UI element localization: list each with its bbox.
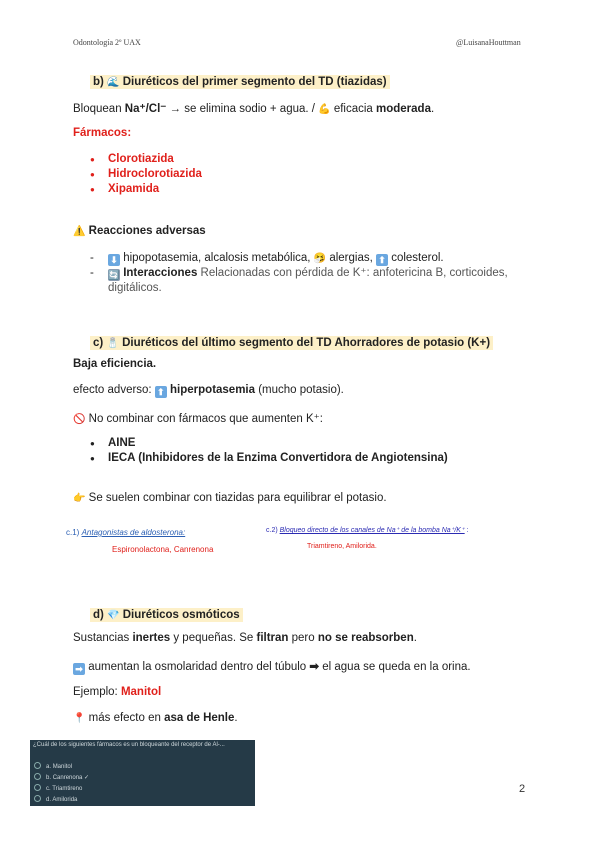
osmoticos-example: Ejemplo: Manitol: [73, 686, 162, 698]
no-combinar: 🚫 No combinar con fármacos que aumenten K⁺:: [73, 413, 323, 425]
warning-icon: ⚠️: [73, 226, 86, 237]
c1-link[interactable]: Antagonistas de aldosterona:: [81, 528, 186, 537]
tiazidas-mechanism: Bloquean Na⁺/Cl⁻ → se elimina sodio + agua. / 💪 eficacia moderada.: [73, 103, 435, 115]
list-item: ● Xipamida: [90, 183, 202, 198]
osmoticos-henle: 📍 más efecto en asa de Henle.: [73, 712, 238, 724]
list-item: - 🔄 Interacciones Relacionadas con pérdida de K⁺: anfotericina B, corticoides, digitálicos.: [90, 266, 530, 296]
section-b-heading: b) 🌊 Diuréticos del primer segmento del TD (tiazidas): [90, 72, 390, 90]
list-item: ● Hidroclorotiazida: [90, 168, 202, 183]
quiz-question: ¿Cuál de los siguientes fármacos es un bloqueante del receptor de Al-...: [33, 742, 225, 748]
list-item: - ⬇ hipopotasemia, alcalosis metabólica, 🤧 alergias, ⬆ colesterol.: [90, 251, 530, 266]
c2-subsection: c.2) Bloqueo directo de los canales de Na⁺ de la bomba Na⁺/K⁺ :: [266, 527, 469, 534]
list-item: ● IECA (Inhibidores de la Enzima Convertidora de Angiotensina): [90, 452, 448, 467]
adverse-heading: ⚠️ Reacciones adversas: [73, 225, 206, 237]
sneeze-icon: 🤧: [313, 253, 327, 264]
section-d-heading: d) 💎 Diuréticos osmóticos: [90, 605, 243, 623]
tiazidas-drug-list: [90, 153, 202, 198]
header-left: Odontología 2º UAX: [73, 38, 141, 47]
c2-drugs: Triamtireno, Amilorida.: [307, 543, 377, 550]
prohibited-icon: 🚫: [73, 414, 86, 425]
quiz-option[interactable]: c. Triamtireno: [34, 784, 82, 792]
c1-subsection: c.1) Antagonistas de aldosterona:: [66, 528, 186, 537]
arrow-up-icon: ⬆: [155, 386, 167, 398]
list-item: ● Clorotiazida: [90, 153, 202, 168]
c1-drugs: Espironolactona, Canrenona: [112, 545, 214, 554]
no-combinar-list: [90, 437, 448, 467]
muscle-icon: 💪: [318, 104, 331, 115]
gem-icon: 💎: [107, 610, 120, 621]
section-c-heading: c) 🧂 Diuréticos del último segmento del TD Ahorradores de potasio (K+): [90, 333, 493, 351]
quiz-option[interactable]: d. Amilorida: [34, 795, 77, 803]
combine-note: 👉 Se suelen combinar con tiazidas para equilibrar el potasio.: [73, 492, 387, 504]
adverse-list: [90, 251, 530, 296]
salt-icon: 🧂: [106, 338, 119, 349]
quiz-screenshot: [30, 740, 255, 806]
list-item: ● AINE: [90, 437, 448, 452]
c2-link[interactable]: Bloqueo directo de los canales de Na⁺ de la bomba Na⁺/K⁺: [279, 527, 465, 534]
header-right: @LuisanaHouttman: [456, 38, 521, 47]
osmoticos-effect: ➡ aumentan la osmolaridad dentro del túbulo ➡ el agua se queda en la orina.: [73, 659, 471, 675]
repeat-icon: 🔄: [108, 270, 120, 280]
baja-eficiencia: Baja eficiencia.: [73, 358, 157, 370]
arrow-right-icon: ➡: [309, 661, 320, 673]
pointing-hand-icon: 👉: [73, 493, 86, 504]
quiz-option[interactable]: b. Canrenona ✓: [34, 773, 89, 781]
osmoticos-desc: Sustancias inertes y pequeñas. Se filtran pero no se reabsorben.: [73, 632, 417, 644]
arrow-right-icon: ➡: [73, 663, 85, 675]
quiz-option[interactable]: a. Manitol: [34, 762, 72, 770]
pin-icon: 📍: [73, 713, 86, 724]
efecto-adverso: efecto adverso: ⬆ hiperpotasemia (mucho potasio).: [73, 384, 344, 397]
farmacos-label: Fármacos:: [73, 127, 132, 139]
arrow-down-icon: ⬇: [108, 254, 120, 266]
page-number: 2: [519, 783, 526, 795]
wave-icon: 🌊: [107, 77, 120, 88]
arrow-up-icon: ⬆: [376, 254, 388, 266]
